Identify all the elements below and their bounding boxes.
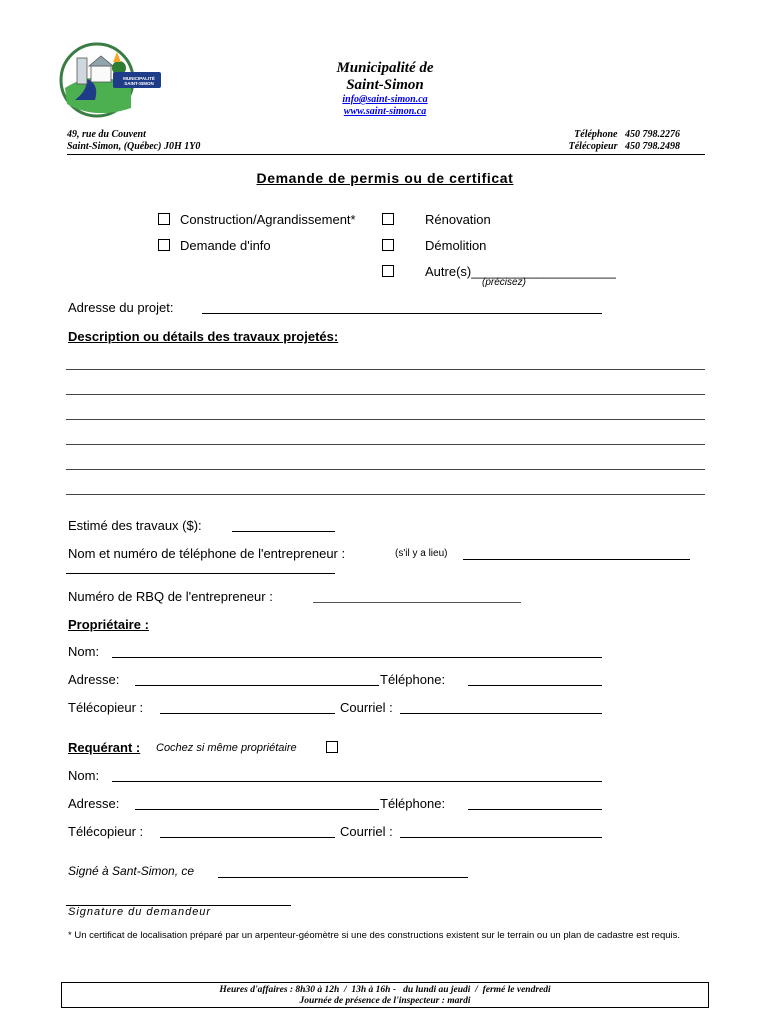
input-req-courriel[interactable] (400, 837, 602, 838)
footer-inspector: Journée de présence de l'inspecteur : mardi (299, 996, 471, 1006)
input-req-nom[interactable] (112, 781, 602, 782)
input-adresse-projet[interactable] (202, 313, 602, 314)
footer-hours: Heures d'affaires : 8h30 à 12h / 13h à 16h - du lundi au jeudi / fermé le vendredi (219, 985, 551, 995)
input-prop-courriel[interactable] (400, 713, 602, 714)
address-line1: 49, rue du Couvent (67, 129, 146, 140)
address-line2: Saint-Simon, (Québec) J0H 1Y0 (67, 141, 201, 152)
checkbox-renovation[interactable] (382, 213, 394, 225)
input-entrepreneur-line2[interactable] (66, 573, 335, 574)
label-estime: Estimé des travaux ($): (68, 518, 202, 533)
label-autres[interactable]: Autre(s)____________________ (425, 264, 616, 279)
input-req-adresse[interactable] (135, 809, 379, 810)
input-prop-nom[interactable] (112, 657, 602, 658)
description-line-1[interactable] (66, 369, 705, 370)
label-demolition: Démolition (425, 238, 487, 253)
checkbox-construction[interactable] (158, 213, 170, 225)
input-prop-telephone[interactable] (468, 685, 602, 686)
heading-requerant: Requérant : (68, 740, 141, 755)
input-rbq[interactable] (313, 602, 521, 603)
label-req-courriel: Courriel : (340, 824, 393, 839)
label-prop-nom: Nom: (68, 644, 100, 659)
description-line-4[interactable] (66, 444, 705, 445)
footer-box (61, 982, 709, 1008)
input-prop-telecopieur[interactable] (160, 713, 335, 714)
municipality-title-line2: Saint-Simon (346, 77, 424, 93)
website-link[interactable]: www.saint-simon.ca (343, 106, 427, 117)
label-req-telephone: Téléphone: (380, 796, 446, 811)
form-title: Demande de permis ou de certificat (256, 170, 514, 186)
checkbox-same-owner[interactable] (326, 741, 338, 753)
label-prop-courriel: Courriel : (340, 700, 393, 715)
input-signe[interactable] (218, 877, 468, 878)
input-req-telephone[interactable] (468, 809, 602, 810)
label-prop-telephone: Téléphone: (380, 672, 446, 687)
label-signe: Signé à Sant-Simon, ce (68, 864, 195, 878)
checkbox-autres[interactable] (382, 265, 394, 277)
description-line-6[interactable] (66, 494, 705, 495)
label-precisez: (précisez) (482, 277, 526, 288)
description-line-2[interactable] (66, 394, 705, 395)
municipality-title-line1: Municipalité de (336, 60, 434, 76)
checkbox-demolition[interactable] (382, 239, 394, 251)
fax-number: Télécopieur 450 798.2498 (568, 141, 680, 152)
label-construction: Construction/Agrandissement* (180, 212, 356, 227)
label-adresse-projet: Adresse du projet: (68, 300, 174, 315)
input-req-telecopieur[interactable] (160, 837, 335, 838)
label-description: Description ou détails des travaux projetés: (68, 329, 339, 344)
label-entrepreneur: Nom et numéro de téléphone de l'entrepreneur : (68, 546, 346, 561)
label-req-telecopieur: Télécopieur : (68, 824, 144, 839)
phone-number: Téléphone 450 798.2276 (574, 129, 680, 140)
label-signature: Signature du demandeur (68, 906, 212, 918)
checkbox-demande-info[interactable] (158, 239, 170, 251)
label-renovation: Rénovation (425, 212, 491, 227)
description-line-5[interactable] (66, 469, 705, 470)
label-same-owner: Cochez si même propriétaire (156, 742, 297, 754)
label-prop-adresse: Adresse: (68, 672, 120, 687)
email-link[interactable]: info@saint-simon.ca (342, 94, 428, 105)
label-rbq: Numéro de RBQ de l'entrepreneur : (68, 589, 273, 604)
label-entrepreneur-note: (s'il y a lieu) (395, 548, 448, 559)
input-prop-adresse[interactable] (135, 685, 379, 686)
label-req-adresse: Adresse: (68, 796, 120, 811)
footnote: * Un certificat de localisation préparé par un arpenteur-géomètre si une des constructions existent sur le terrain ou un plan de cadastre est requis. (68, 930, 681, 941)
logo-text: MUNICIPALITÉ SAINT-SIMON (123, 76, 155, 86)
input-estime[interactable] (232, 531, 335, 532)
heading-proprietaire: Propriétaire : (68, 617, 149, 632)
description-line-3[interactable] (66, 419, 705, 420)
label-prop-telecopieur: Télécopieur : (68, 700, 144, 715)
label-demande-info: Demande d'info (180, 238, 271, 253)
label-req-nom: Nom: (68, 768, 100, 783)
input-entrepreneur[interactable] (463, 559, 690, 560)
header-divider (67, 154, 705, 155)
